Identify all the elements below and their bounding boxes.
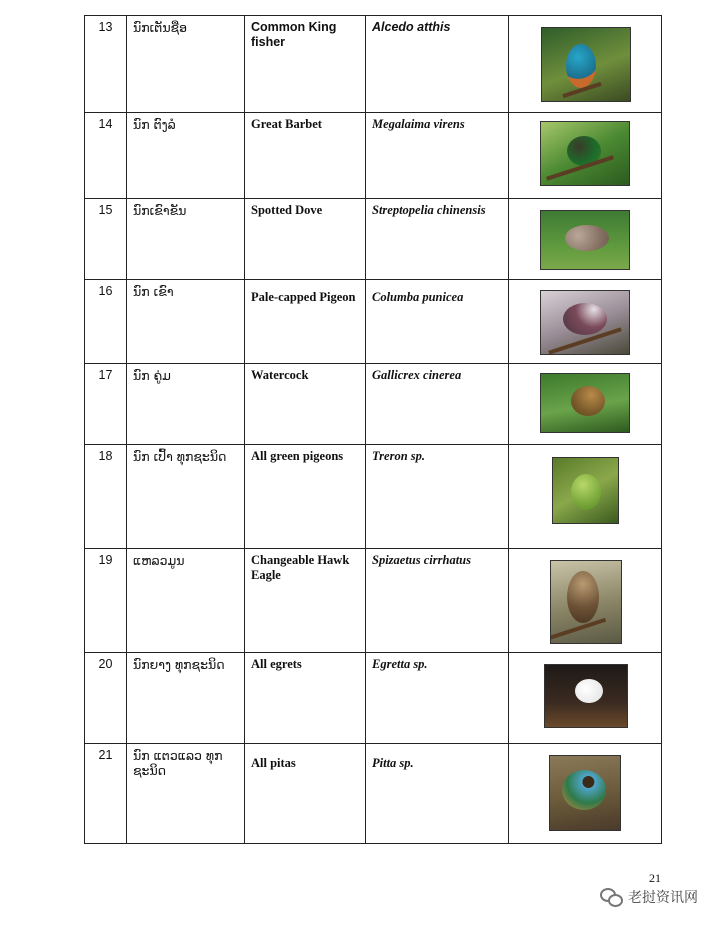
row-number: 15 <box>85 199 127 280</box>
photo-cell <box>509 744 662 844</box>
scientific-name: Streptopelia chinensis <box>366 199 509 280</box>
english-name: All pitas <box>245 744 366 844</box>
photo-cell <box>509 280 662 364</box>
scientific-name: Megalaima virens <box>366 113 509 199</box>
hawk-eagle-photo <box>550 560 622 644</box>
egret-photo <box>544 664 628 728</box>
table-row <box>85 744 662 844</box>
row-number: 20 <box>85 653 127 744</box>
scientific-name: Spizaetus cirrhatus <box>366 549 509 653</box>
dove-photo <box>540 210 630 270</box>
scientific-name: Egretta sp. <box>366 653 509 744</box>
watermark-text: 老挝资讯网 <box>628 890 698 906</box>
lao-name: ນົກ ຄູ່ມ <box>127 364 245 445</box>
photo-cell <box>509 199 662 280</box>
photo-cell <box>509 113 662 199</box>
photo-cell <box>509 549 662 653</box>
table-row <box>85 549 662 653</box>
watermark <box>600 887 698 907</box>
table-row <box>85 16 662 113</box>
pitta-photo <box>549 755 621 831</box>
page-number: 21 <box>649 871 661 885</box>
row-number: 19 <box>85 549 127 653</box>
scientific-name: Alcedo atthis <box>366 16 509 113</box>
lao-name: ແຫລວມູນ <box>127 549 245 653</box>
scientific-name: Gallicrex cinerea <box>366 364 509 445</box>
wechat-icon <box>600 888 622 906</box>
barbet-photo <box>540 121 630 186</box>
row-number: 13 <box>85 16 127 113</box>
watercock-photo <box>540 373 630 433</box>
lao-name: ນົກ ແຕວແລວ ທຸກ ຊະນິດ <box>127 744 245 844</box>
english-name: Changeable Hawk Eagle <box>245 549 366 653</box>
row-number: 16 <box>85 280 127 364</box>
photo-cell <box>509 364 662 445</box>
english-name: All green pigeons <box>245 445 366 549</box>
scientific-name: Columba punicea <box>366 280 509 364</box>
lao-name: ນົກ ຕົງລໍ <box>127 113 245 199</box>
english-name: Common King fisher <box>245 16 366 113</box>
lao-name: ນົກຍາງ ທຸກຊະນິດ <box>127 653 245 744</box>
table-row <box>85 445 662 549</box>
photo-cell <box>509 445 662 549</box>
photo-cell <box>509 16 662 113</box>
table-row <box>85 653 662 744</box>
lao-name: ນົກ ເປົ້າ ທຸກຊະນິດ <box>127 445 245 549</box>
table-row <box>85 113 662 199</box>
scientific-name: Treron sp. <box>366 445 509 549</box>
kingfisher-photo <box>541 27 631 102</box>
pigeon-photo <box>540 290 630 355</box>
row-number: 21 <box>85 744 127 844</box>
row-number: 17 <box>85 364 127 445</box>
species-table <box>84 15 662 844</box>
row-number: 18 <box>85 445 127 549</box>
english-name: Watercock <box>245 364 366 445</box>
english-name: Spotted Dove <box>245 199 366 280</box>
scientific-name: Pitta sp. <box>366 744 509 844</box>
table-row <box>85 199 662 280</box>
lao-name: ນົກ ເຂົາ <box>127 280 245 364</box>
lao-name: ນົກເຕັນຊືອ <box>127 16 245 113</box>
photo-cell <box>509 653 662 744</box>
english-name: Great Barbet <box>245 113 366 199</box>
row-number: 14 <box>85 113 127 199</box>
lao-name: ນົກເຂົາຂັນ <box>127 199 245 280</box>
english-name: Pale-capped Pigeon <box>245 280 366 364</box>
english-name: All egrets <box>245 653 366 744</box>
green-pigeon-photo <box>552 457 619 524</box>
table-row <box>85 280 662 364</box>
table-row <box>85 364 662 445</box>
